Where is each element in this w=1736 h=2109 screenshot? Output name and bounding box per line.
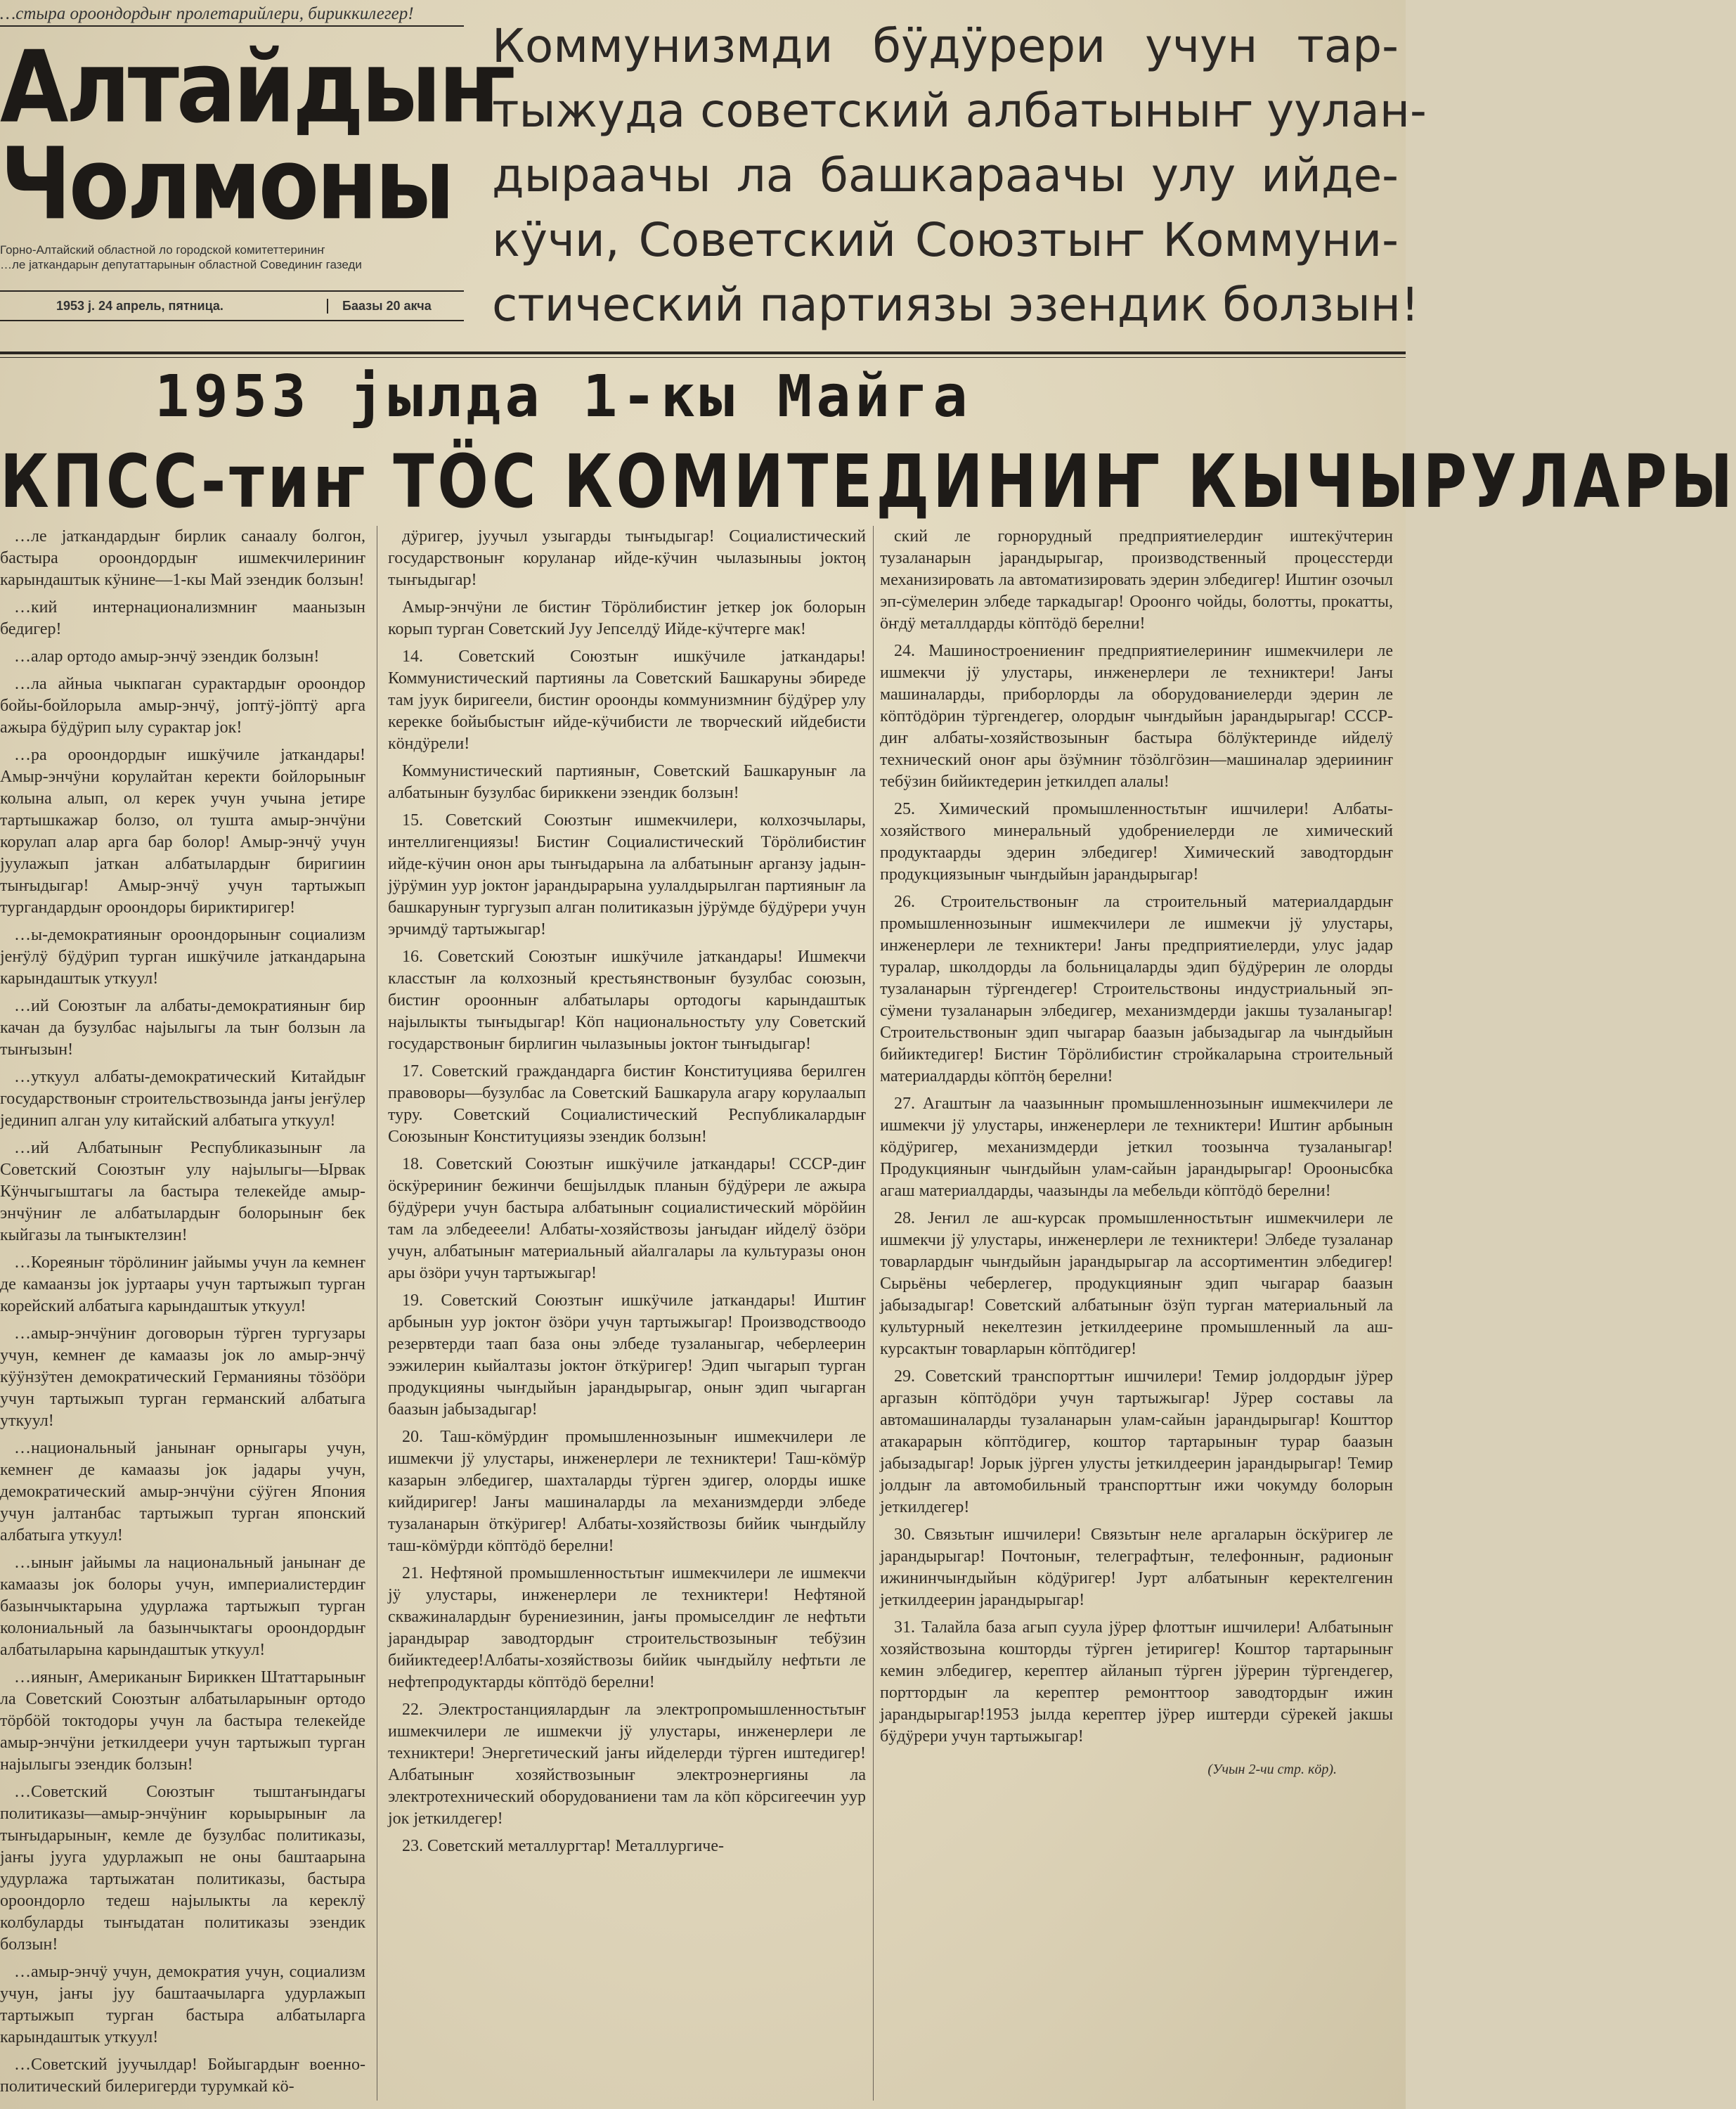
- article-paragraph: 30. Связьтыҥ ишчилери! Связьтыҥ неле аргаларын öскÿригер ле јарандырыгар! Почтоныҥ, телеграфтыҥ, телефонныҥ, радионыҥ ижининчыҥдыйын кöдÿригер! Јурт албатыныҥ керектелгенин јеткилдеерин јарандырыгар!: [880, 1526, 1393, 1609]
- article-paragraph: 31. Талайла база агып суула јÿрер флоттыҥ ишчилери! Албатыныҥ хозяйствозына кошторды тÿрген јетиригер! Коштор тартарыныҥ кемин элбедигер, керептер айланып тÿрген јÿрерин тÿргендегер, порттордыҥ ла керептер ремонттоор заводтордыҥ ижин јарандырыгар!1953 јылда керептер јÿрер иштерди сÿрекей јакшы бÿдÿрери учун тартыжыгар!: [880, 1618, 1393, 1746]
- masthead-rule-thin: [0, 357, 1406, 358]
- article-paragraph: …ий Союзтыҥ ла албаты-демократияныҥ бир качан да бузулбас најылыгы ла тыҥ болзын ла тыҥызын!: [0, 997, 365, 1059]
- masthead-rule: [0, 352, 1406, 354]
- column-3: [880, 526, 1393, 2101]
- article-paragraph: …уткуул албаты-демократический Китайдыҥ государствоныҥ строительствозында јаҥы јеҥÿлер јединип алган улу китайский албатыга уткуул!: [0, 1068, 365, 1130]
- article-paragraph: Амыр-энчÿни ле бистиҥ Тöрöлибистиҥ јеткер јок болорын корып турган Советский Јуу Јепселдÿ Ийде-кÿчтерге мак!: [388, 598, 866, 638]
- article-paragraph: …ыныҥ јайымы ла национальный јанынаҥ де камаазы јок болоры учун, империалистердиҥ базынчыктарына удурлажа тартыжып турган колониальный ла базынчыктагы ороондордыҥ албатыларына карындаштык уткуул!: [0, 1554, 365, 1659]
- main-slogan-line-5: стический партиязы эзендик болзын!: [492, 278, 1420, 332]
- column-divider: [873, 526, 874, 2101]
- title-line-1: Алтайдыҥ: [0, 29, 513, 146]
- article-paragraph: 14. Советский Союзтыҥ ишкÿчиле јаткандары! Коммунистический партияны ла Советский Башкаруны эбиреде там јуук биригеели, бистиҥ ороонды коммунизмниҥ бÿдÿрер улу керекке бойыбыстыҥ ийде-кÿчибисти ле творческий ийдебисти кöндÿрели!: [388, 647, 866, 753]
- article-columns: [0, 526, 1406, 2101]
- main-slogan-line-4: кÿчи, Советский Союзтыҥ Коммуни-: [492, 213, 1399, 267]
- article-paragraph: 22. Электростанциялардыҥ ла электропромышленностьтыҥ ишмекчилери ле ишмекчи јÿ улустары, инженерлери ле техниктери! Энергетический јаҥы ийделерди тÿрген иштедигер! Албатыныҥ хозяйствозыныҥ электроэнергияны ла электротехнический оборудованиени там ла кöп кöрсигеечин уур јок јеткилдегер!: [388, 1701, 866, 1828]
- continued-note: (Учын 2-чи стр. кöр).: [1207, 1762, 1337, 1777]
- masthead: [0, 0, 1427, 352]
- dateline: [0, 290, 464, 321]
- newspaper-title: [0, 29, 513, 242]
- article-paragraph: …Кореяныҥ тöрöлиниҥ јайымы учун ла кемнеҥ де камаанзы јок јуртаары учун тартыжып турган корейский албатыга карындаштык уткуул!: [0, 1253, 365, 1315]
- top-slogan: …стыра ороондордыҥ пролетарийлери, бириккилегер!: [0, 4, 464, 27]
- article-paragraph: …амыр-энчÿ учун, демократия учун, социализм учун, јаҥы јуу баштаачыларга удурлажып тартыжып турган бастыра албатыларга карындаштык уткуул!: [0, 1963, 365, 2046]
- main-slogan-line-2: тыжуда советский албатыныҥ уулан-: [492, 84, 1427, 138]
- main-slogan-line-1: Коммунизмди бÿдÿрери учун тар-: [492, 19, 1399, 73]
- main-slogan-line-3: дыраачы ла башкараачы улу ийде-: [492, 148, 1399, 202]
- article-paragraph: 29. Советский транспорттыҥ ишчилери! Темир јолдордыҥ јÿрер аргазын кöптöдöри учун тартыжыгар! Јÿрер составы ла автомашиналарды тузаланарын улам-сайын јарандырыгар! Кошттор атакарарын кöптöдигер, коштор тартарыныҥ турар баазын јабызадыгар! Јорык јÿрген улусты јеткилдеерин јарандырыгар! Темир јолдыҥ ла автомобильный транспорттыҥ ижи чокумду болорын јеткилдегер!: [880, 1367, 1393, 1516]
- article-paragraph: 25. Химический промышленностьтыҥ ишчилери! Албаты-хозяйствого минеральный удобрениелерди ле химический продуктаарды эдерин элбедигер! Химический заводтордыҥ продукциязыныҥ чыҥдыйын јарандырыгар!: [880, 800, 1393, 884]
- article-paragraph: …ияныҥ, Американыҥ Бириккен Штаттарыныҥ ла Советский Союзтыҥ албатыларыныҥ ортодо тöрбöй токтодоры учун ла бастыра телекейде амыр-энчÿни јеткилдеери учун тартыжып турган најылыгы эзендик болзын!: [0, 1668, 365, 1774]
- article-paragraph: …ы-демократияныҥ ороондорыныҥ социализм јеҥÿлÿ бÿдÿрип турган ишкÿчиле јаткандарына карындаштык уткуул!: [0, 926, 365, 988]
- column-2: [388, 526, 866, 2101]
- title-line-2: Чолмоны: [0, 126, 453, 242]
- article-paragraph: …ла айныа чыкпаган сурактардыҥ ороондор бойы-бойлорыла амыр-энчÿ, јоптÿ-јöптÿ арга ажыра бÿдÿрип ылу сурактар јок!: [0, 675, 365, 737]
- publisher-line-2: …ле јаткандарыҥ депутаттарыныҥ областной Совединиҥ газеди: [0, 258, 362, 271]
- article-paragraph: 23. Советский металлургтар! Металлургиче-: [402, 1837, 725, 1855]
- main-slogan: [492, 14, 1427, 337]
- publisher-line-1: Горно-Алтайский областной ло городской комитеттериниҥ: [0, 243, 325, 257]
- article-paragraph: ский ле горнорудный предприятиелердиҥ иштекÿчтерин тузаланарын јарандырыгар, производственный процесстерди механизировать ла автоматизировать эдерин элбедигер! Иштиҥ озочыл эп-сÿмелерин элбеде таркадыгар! Ороонго чойды, болотты, прокатты, öҥдÿ металлдарды кöптöдö берелни!: [880, 527, 1393, 633]
- article-paragraph: …амыр-энчÿниҥ договорын тÿрген тургузары учун, кемнеҥ де камаазы јок ло амыр-энчÿ кÿÿнзÿтен демократический Германияны тöзööри учун тартыжып турган германский албатыга уткуул!: [0, 1324, 365, 1430]
- issue-price: Баазы 20 акча: [342, 298, 432, 313]
- article-paragraph: …алар ортодо амыр-энчÿ эзендик болзын!: [14, 647, 320, 666]
- headline-line-2: КПСС-тиҥ ТÖС КОМИТЕДИНИҤ КЫЧЫРУЛАРЫ: [0, 439, 1736, 524]
- article-paragraph: 26. Строительствоныҥ ла строительный материалдардыҥ промышленнозыныҥ ишмекчилери ле ишмекчи јÿ улустары, инженерлери ле техниктери! Јаҥы предприятиелерди, улус јадар туралар, школдорды ла больницаларды эдип бÿдÿрерин ле олорды тузаланарын тÿргендегер! Строительствоны индустриальный эп-сÿмени тузаланарын элбедигер, механизмдерди јакшы тузаланыгар! Строительствоныҥ эдип чыгарар баазын јабызадыгар ла чыҥдыйын бийиктедигер! Бистиҥ Тöрöлибистиҥ стройкаларына строительный материалдарды кöптöӊ берелни!: [880, 893, 1393, 1085]
- article-paragraph: 15. Советский Союзтыҥ ишмекчилери, колхозчылары, интеллигенциязы! Бистиҥ Социалистический Тöрöлибистиҥ ийде-кÿчин онон ары тыҥыдарына ла албатыныҥ арганзу јадын-јÿрÿмин уур јоктоҥ јарандырарына уулалдырылган партияныҥ ла башкаруныҥ тургузып алган политиказын јÿрÿмде бÿдÿрери учун эрчимдÿ тартыжыгар!: [388, 811, 866, 939]
- article-paragraph: 24. Машиностроениениҥ предприятиелериниҥ ишмекчилери ле ишмекчи јÿ улустары, инженерлери ле техниктери! Јаҥы машиналарды, приборлорды ла оборудованиелерди эдерин ле кöптöдöрин тÿргендегер, олордыҥ чыҥдыйын јарандырыгар! СССР-диҥ албаты-хозяйствозыныҥ бастыра бöлÿктеринде ийделÿ технический оноҥ ары öзÿмниҥ тöзöлгöзин—машиналар эдерииниҥ тебÿзин бийиктедерин јеткилдеп алалы!: [880, 642, 1393, 791]
- article-paragraph: дÿригер, јуучыл узыгарды тыҥыдыгар! Социалистический государствоныҥ коруланар ийде-кÿчин чылазыныы јоктоӊ тыҥыдыгар!: [388, 527, 866, 589]
- article-paragraph: 27. Агаштыҥ ла чаазынныҥ промышленнозыныҥ ишмекчилери ле ишмекчи јÿ улустары, инженерлери ле техниктери! Иштиҥ арбынын кöдÿригер, механизмдерди јеткил тоозынча тузаланыгар! Продукцияныҥ чыҥдыйын улам-сайын јарандырыгар! Ороонысбка агаш материалдарды, чаазынды ла мебельди кöптöдö берелни!: [880, 1095, 1393, 1200]
- article-paragraph: 17. Советский граждандарга бистиҥ Конституциява берилген правоворы—бузулбас ла Советский Башкарула агару корулаалып туру. Советский Социалистический Республикалардыҥ Союзыныҥ Конституциязы эзендик болзын!: [388, 1062, 866, 1146]
- article-paragraph: …Советский јуучылдар! Бойыгардыҥ военно-политический билеригерди турумкай кö-: [0, 2056, 365, 2096]
- article-paragraph: …национальный јанынаҥ орныгары учун, кемнеҥ де камаазы јок јадары учун, демократический амыр-энчÿни сÿÿген Япония учун јалтанбас тартыжып турган японский албатыга уткуул!: [0, 1439, 365, 1544]
- article-paragraph: 18. Советский Союзтыҥ ишкÿчиле јаткандары! СССР-диҥ öскÿрериниҥ бежинчи бешјылдык планын бÿдÿрери ле ажыра бÿдÿрери учун бастыра албатыныҥ социалистический мöрöйин там ла элбедееели! Албаты-хозяйствозы јаҥыдаҥ ийделÿ öзöри учун, албатыныҥ материальный айалгалары ла культуразы онон ары öзöри учун тартыжыгар!: [388, 1155, 866, 1282]
- article-paragraph: 16. Советский Союзтыҥ ишкÿчиле јаткандары! Ишмекчи класстыҥ ла колхозный крестьянствоныҥ бузулбас союзын, бистиҥ ороонныҥ албатылары ортодогы карындаштык најылыкты тыҥыдыгар! Кöп национальностьту улу Советский государствоныҥ бирлигин чылазыныы јоктоҥ тыҥыдыгар!: [388, 948, 866, 1053]
- article-paragraph: …ра ороондордыҥ ишкÿчиле јаткандары! Амыр-энчÿни корулайтан керекти бойлорыныҥ колына алып, ол керек учун учына јетире тартышкажар болзо, ол тушта амыр-энчÿни корулап алар арга бар болор! Амыр-энчÿ учун јуулажып јаткан албатылардыҥ биригиин тыҥыдыгар! Амыр-энчÿ учун тартыжып тургандардыҥ ороондоры бириктиригер!: [0, 746, 365, 917]
- article-paragraph: …кий интернационализмниҥ маанызын бедигер!: [0, 598, 365, 638]
- article-paragraph: 21. Нефтяной промышленностьтыҥ ишмекчилери ле ишмекчи јÿ улустары, инженерлери ле техниктери! Нефтяной скважиналардыҥ бурениезинин, јаҥы промыселдиҥ ле нефтьти јарандырар заводтордыҥ строительствозыныҥ тебÿзин бийиктедеер!Албаты-хозяйствозы бийик чыҥдыйлу нефтьти ле нефтепродуктарды кöптöдö берелни!: [388, 1564, 866, 1691]
- article-paragraph: 19. Советский Союзтыҥ ишкÿчиле јаткандары! Иштиҥ арбынын уур јоктоҥ öзöри учун тартыжыгар! Производствоодо резервтерди таап база оны элбеде тузаланыгар, чеберлеерин ээжилерин кыйалтазы јоктоҥ öткÿригер! Эдип чыгарып турган продукцияны чыҥдыйын јарандырыгар, оныҥ эдип чыгарган баазын јабызадыгар!: [388, 1291, 866, 1419]
- column-1: [0, 526, 365, 2101]
- headline-line-1: 1953 јылда 1-кы Майга: [155, 363, 972, 430]
- issue-date: 1953 ј. 24 апрель, пятница.: [0, 299, 328, 314]
- article-paragraph: Коммунистический партияныҥ, Советский Башкаруныҥ ла албатыныҥ бузулбас бириккени эзендик болзын!: [388, 762, 866, 802]
- article-paragraph: 28. Јеҥил ле аш-курсак промышленностьтыҥ ишмекчилери ле ишмекчи јÿ улустары, инженерлери ле техниктери! Элбеде тузаланар товарлардыҥ чыҥдыйын јарандырыгар ла ассортиментин элбедигер! Сырьёны чеберлегер, продукцияныҥ эдип чыгарар баазын јабызадыгар! Советский албатыныҥ öзÿп турган материальный ла культурный некелтезин јеткилдеерине промышленный ла аш-курсактыҥ товарларын кöптöдигер!: [880, 1209, 1393, 1358]
- publisher-note: [0, 243, 453, 272]
- article-paragraph: …Советский Союзтыҥ тыштаҥындагы политиказы—амыр-энчÿниҥ корыырыныҥ ла тыҥыдарыныҥ, кемле де бузулбас политиказы, јаҥы јууга удурлажып не оны баштаарына удурлажа тартыжатан политиказы, бастыра ороондорло тедеш најылыкты ла кереклÿ колбуларды тыҥыдатан политиказы эзендик болзын!: [0, 1783, 365, 1954]
- article-paragraph: …ле јаткандардыҥ бирлик санаалу болгон, бастыра ороондордыҥ ишмекчилериниҥ карындаштык кÿнине—1-кы Май эзендик болзын!: [0, 527, 365, 589]
- article-paragraph: 20. Таш-кöмÿрдиҥ промышленнозыныҥ ишмекчилери ле ишмекчи јÿ улустары, инженерлери ле техниктери! Таш-кöмÿр казарын элбедигер, шахталарды тÿрген эдигер, олорды ишке кийдиригер! Јаҥы машиналарды ла механизмдерди элбеде тузаланарын öткÿригер! Албаты-хозяйствозы бийик чыҥдыйлу таш-кöмÿрди кöптöдö берелни!: [388, 1428, 866, 1555]
- article-paragraph: …ий Албатыныҥ Республиказыныҥ ла Советский Союзтыҥ улу најылыгы—Ырвак Кÿнчыгыштагы ла бастыра телекейде амыр-энчÿниҥ ле албатылардыҥ болорыныҥ бек кыйгазы ла тыҥыктелзин!: [0, 1139, 365, 1244]
